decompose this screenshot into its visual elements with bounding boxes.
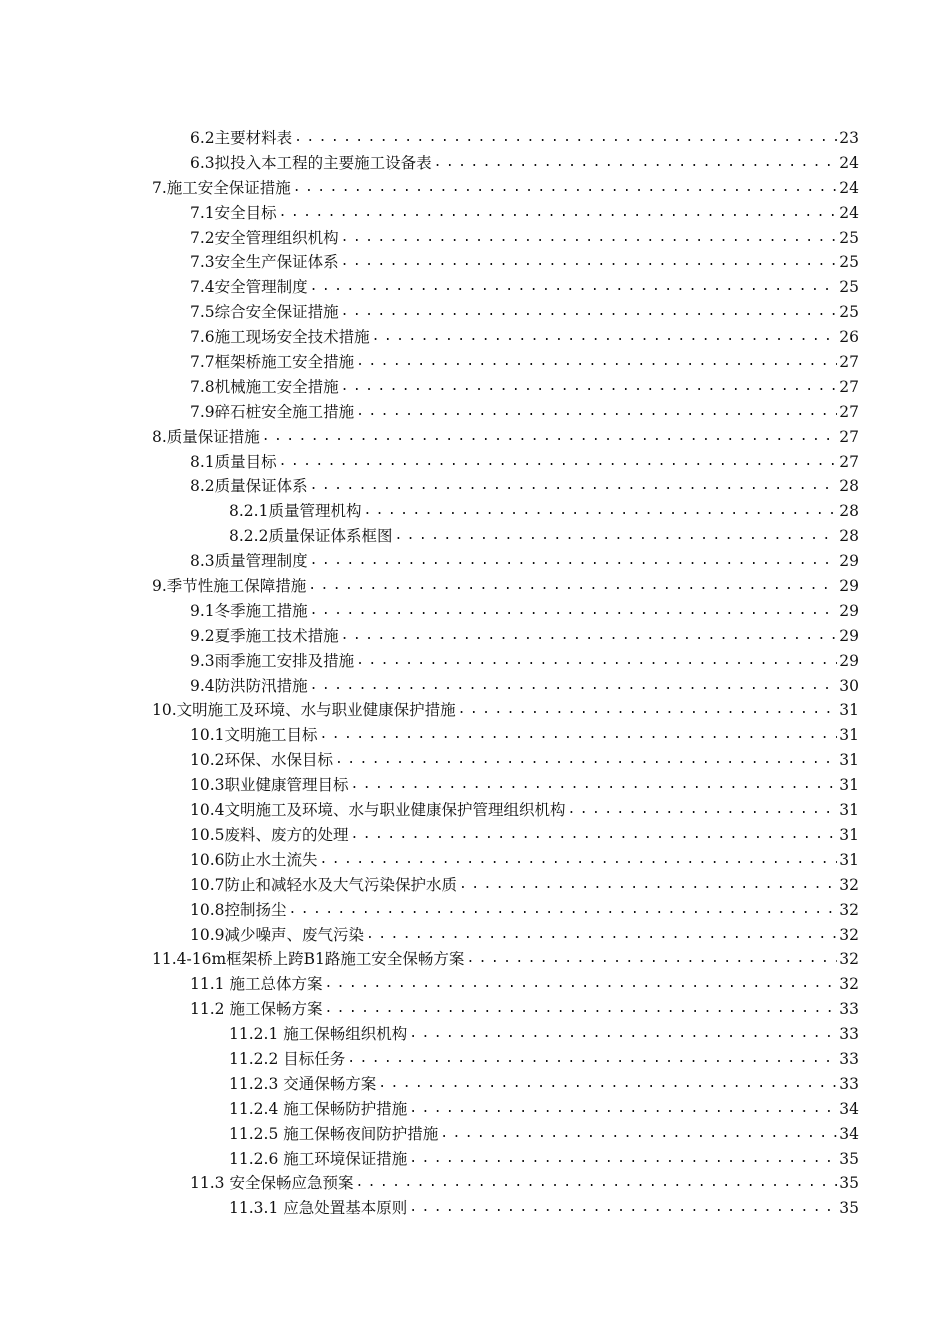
- toc-page-number: 33: [839, 1049, 859, 1068]
- toc-page-number: 32: [839, 875, 859, 894]
- toc-entry-title: 10.7防止和减轻水及大气污染保护水质: [190, 875, 458, 894]
- toc-entry-37[interactable]: [0, 1022, 950, 1047]
- toc-page-number: 27: [839, 427, 859, 446]
- toc-page-number: 31: [839, 776, 859, 795]
- toc-entry-title: 6.3拟投入本工程的主要施工设备表: [190, 153, 432, 172]
- toc-entry-10[interactable]: [0, 350, 950, 375]
- toc-page-number: 31: [839, 726, 859, 745]
- toc-page-number: 34: [839, 1124, 859, 1143]
- toc-entry-title: 10.1文明施工目标: [190, 726, 318, 745]
- toc-entry-title: 7.9碎石桩安全施工措施: [190, 402, 355, 421]
- toc-entry-17[interactable]: [0, 524, 950, 549]
- toc-dot-leader: [279, 450, 838, 475]
- toc-dot-leader: [310, 474, 838, 499]
- toc-entry-44[interactable]: [0, 1196, 950, 1221]
- toc-entry-title: 11.3 安全保畅应急预案: [190, 1174, 354, 1193]
- toc-entry-title: 8.1质量目标: [190, 452, 277, 471]
- toc-page-number: 24: [839, 203, 859, 222]
- toc-entry-title: 7.4安全管理制度: [190, 278, 308, 297]
- toc-dot-leader: [341, 624, 838, 649]
- toc-entry-8[interactable]: [0, 300, 950, 325]
- toc-entry-27[interactable]: [0, 773, 950, 798]
- toc-entry-title: 9.3雨季施工安排及措施: [190, 651, 355, 670]
- toc-page-number: 27: [839, 402, 859, 421]
- toc-page-number: 28: [839, 502, 859, 521]
- toc-page-number: 25: [839, 253, 859, 272]
- table-of-contents: [0, 126, 950, 1221]
- toc-entry-35[interactable]: [0, 972, 950, 997]
- toc-entry-title: 11.1 施工总体方案: [190, 975, 323, 994]
- toc-entry-25[interactable]: [0, 723, 950, 748]
- toc-entry-title: 8.2.2质量保证体系框图: [229, 527, 393, 546]
- toc-entry-title: 7.6施工现场安全技术措施: [190, 328, 370, 347]
- toc-page-number: 27: [839, 452, 859, 471]
- toc-entry-title: 11.2.1 施工保畅组织机构: [229, 1025, 408, 1044]
- toc-dot-leader: [335, 748, 837, 773]
- toc-entry-21[interactable]: [0, 624, 950, 649]
- toc-entry-title: 7.5综合安全保证措施: [190, 303, 339, 322]
- toc-dot-leader: [409, 1196, 837, 1221]
- toc-dot-leader: [394, 524, 837, 549]
- toc-entry-title: 7.3安全生产保证体系: [190, 253, 339, 272]
- toc-dot-leader: [355, 1171, 837, 1196]
- toc-entry-2[interactable]: [0, 151, 950, 176]
- toc-dot-leader: [356, 350, 837, 375]
- toc-dot-leader: [409, 1022, 837, 1047]
- toc-entry-16[interactable]: [0, 499, 950, 524]
- toc-dot-leader: [568, 798, 838, 823]
- toc-dot-leader: [409, 1147, 837, 1172]
- toc-page-number: 31: [839, 801, 859, 820]
- toc-page-number: 35: [839, 1199, 859, 1218]
- toc-dot-leader: [310, 674, 838, 699]
- toc-page-number: 28: [839, 477, 859, 496]
- toc-entry-title: 10.9减少噪声、废气污染: [190, 925, 365, 944]
- toc-entry-title: 11.2.2 目标任务: [229, 1049, 346, 1068]
- toc-entry-9[interactable]: [0, 325, 950, 350]
- toc-page-number: 26: [839, 328, 859, 347]
- toc-entry-36[interactable]: [0, 997, 950, 1022]
- toc-entry-26[interactable]: [0, 748, 950, 773]
- toc-entry-39[interactable]: [0, 1072, 950, 1097]
- toc-page-number: 32: [839, 925, 859, 944]
- toc-entry-title: 8.质量保证措施: [152, 427, 260, 446]
- toc-page-number: 33: [839, 1074, 859, 1093]
- toc-entry-43[interactable]: [0, 1171, 950, 1196]
- toc-entry-14[interactable]: [0, 450, 950, 475]
- toc-dot-leader: [310, 549, 838, 574]
- toc-entry-1[interactable]: [0, 126, 950, 151]
- toc-page-number: 33: [839, 1025, 859, 1044]
- toc-entry-title: 10.3职业健康管理目标: [190, 776, 349, 795]
- toc-dot-leader: [366, 923, 837, 948]
- toc-entry-3[interactable]: [0, 176, 950, 201]
- toc-entry-34[interactable]: [0, 947, 950, 972]
- toc-dot-leader: [324, 997, 837, 1022]
- toc-entry-title: 10.文明施工及环境、水与职业健康保护措施: [152, 701, 456, 720]
- toc-entry-title: 7.施工安全保证措施: [152, 178, 291, 197]
- toc-page-number: 29: [839, 552, 859, 571]
- toc-dot-leader: [341, 226, 838, 251]
- toc-entry-40[interactable]: [0, 1097, 950, 1122]
- toc-page-number: 27: [839, 353, 859, 372]
- toc-dot-leader: [458, 698, 838, 723]
- toc-dot-leader: [308, 574, 837, 599]
- toc-entry-15[interactable]: [0, 474, 950, 499]
- toc-entry-title: 8.2.1质量管理机构: [229, 502, 362, 521]
- toc-entry-20[interactable]: [0, 599, 950, 624]
- toc-entry-32[interactable]: [0, 898, 950, 923]
- toc-page-number: 29: [839, 577, 859, 596]
- toc-entry-title: 10.6防止水土流失: [190, 850, 318, 869]
- toc-entry-title: 11.2.3 交通保畅方案: [229, 1074, 377, 1093]
- toc-dot-leader: [341, 375, 838, 400]
- toc-dot-leader: [434, 151, 838, 176]
- toc-page-number: 31: [839, 701, 859, 720]
- toc-page-number: 30: [839, 676, 859, 695]
- toc-entry-7[interactable]: [0, 275, 950, 300]
- toc-page-number: 29: [839, 626, 859, 645]
- toc-dot-leader: [378, 1072, 837, 1097]
- toc-dot-leader: [341, 300, 838, 325]
- toc-entry-title: 7.2安全管理组织机构: [190, 228, 339, 247]
- toc-entry-title: 9.季节性施工保障措施: [152, 577, 307, 596]
- toc-page-number: 25: [839, 303, 859, 322]
- toc-entry-19[interactable]: [0, 574, 950, 599]
- toc-page-number: 34: [839, 1099, 859, 1118]
- toc-entry-23[interactable]: [0, 674, 950, 699]
- toc-dot-leader: [347, 1047, 837, 1072]
- toc-entry-31[interactable]: [0, 873, 950, 898]
- toc-entry-title: 11.2 施工保畅方案: [190, 1000, 323, 1019]
- toc-dot-leader: [372, 325, 838, 350]
- toc-entry-24[interactable]: [0, 698, 950, 723]
- toc-dot-leader: [279, 201, 838, 226]
- toc-dot-leader: [466, 947, 837, 972]
- toc-page-number: 24: [839, 178, 859, 197]
- toc-dot-leader: [351, 823, 838, 848]
- toc-entry-29[interactable]: [0, 823, 950, 848]
- toc-page-number: 28: [839, 527, 859, 546]
- toc-entry-title: 9.1冬季施工措施: [190, 601, 308, 620]
- toc-entry-title: 9.4防洪防汛措施: [190, 676, 308, 695]
- toc-entry-4[interactable]: [0, 201, 950, 226]
- toc-page-number: 24: [839, 153, 859, 172]
- toc-entry-5[interactable]: [0, 226, 950, 251]
- toc-entry-18[interactable]: [0, 549, 950, 574]
- toc-dot-leader: [440, 1122, 837, 1147]
- toc-page-number: 31: [839, 850, 859, 869]
- toc-page-number: 32: [839, 950, 859, 969]
- toc-dot-leader: [320, 848, 838, 873]
- toc-page-number: 29: [839, 601, 859, 620]
- toc-entry-title: 11.2.6 施工环境保证措施: [229, 1149, 408, 1168]
- toc-entry-title: 7.8机械施工安全措施: [190, 377, 339, 396]
- toc-entry-12[interactable]: [0, 400, 950, 425]
- toc-entry-title: 10.5废料、废方的处理: [190, 825, 349, 844]
- toc-dot-leader: [459, 873, 837, 898]
- toc-dot-leader: [293, 176, 837, 201]
- toc-dot-leader: [409, 1097, 837, 1122]
- toc-dot-leader: [310, 275, 838, 300]
- toc-entry-title: 11.2.4 施工保畅防护措施: [229, 1099, 408, 1118]
- toc-dot-leader: [310, 599, 838, 624]
- toc-dot-leader: [294, 126, 837, 151]
- toc-entry-title: 11.4-16m框架桥上跨B1路施工安全保畅方案: [152, 950, 465, 969]
- toc-dot-leader: [356, 649, 837, 674]
- toc-entry-28[interactable]: [0, 798, 950, 823]
- toc-entry-30[interactable]: [0, 848, 950, 873]
- toc-page-number: 27: [839, 377, 859, 396]
- toc-page-number: 32: [839, 975, 859, 994]
- toc-page-number: 32: [839, 900, 859, 919]
- toc-dot-leader: [262, 425, 837, 450]
- toc-page-number: 31: [839, 751, 859, 770]
- toc-dot-leader: [324, 972, 837, 997]
- toc-entry-38[interactable]: [0, 1047, 950, 1072]
- toc-page-number: 29: [839, 651, 859, 670]
- toc-page-number: 33: [839, 1000, 859, 1019]
- toc-dot-leader: [356, 400, 837, 425]
- toc-page-number: 23: [839, 129, 859, 147]
- toc-dot-leader: [289, 898, 838, 923]
- toc-entry-33[interactable]: [0, 923, 950, 948]
- toc-page-number: 25: [839, 228, 859, 247]
- toc-page-number: 35: [839, 1149, 859, 1168]
- toc-entry-title: 10.4文明施工及环境、水与职业健康保护管理组织机构: [190, 801, 566, 820]
- toc-entry-title: 10.2环保、水保目标: [190, 751, 334, 770]
- toc-entry-22[interactable]: [0, 649, 950, 674]
- toc-entry-title: 8.3质量管理制度: [190, 552, 308, 571]
- toc-entry-title: 7.7框架桥施工安全措施: [190, 353, 355, 372]
- toc-dot-leader: [351, 773, 838, 798]
- toc-entry-title: 11.3.1 应急处置基本原则: [229, 1199, 408, 1218]
- toc-page-number: 25: [839, 278, 859, 297]
- toc-entry-13[interactable]: [0, 425, 950, 450]
- toc-page-number: 31: [839, 825, 859, 844]
- toc-dot-leader: [363, 499, 837, 524]
- toc-entry-11[interactable]: [0, 375, 950, 400]
- toc-entry-42[interactable]: [0, 1147, 950, 1172]
- toc-dot-leader: [320, 723, 838, 748]
- toc-entry-title: 6.2主要材料表: [190, 129, 293, 147]
- toc-entry-title: 7.1安全目标: [190, 203, 277, 222]
- toc-page-number: 35: [839, 1174, 859, 1193]
- toc-entry-title: 11.2.5 施工保畅夜间防护措施: [229, 1124, 439, 1143]
- toc-dot-leader: [341, 250, 838, 275]
- toc-entry-title: 10.8控制扬尘: [190, 900, 287, 919]
- toc-entry-41[interactable]: [0, 1122, 950, 1147]
- toc-entry-6[interactable]: [0, 250, 950, 275]
- toc-entry-title: 9.2夏季施工技术措施: [190, 626, 339, 645]
- toc-entry-title: 8.2质量保证体系: [190, 477, 308, 496]
